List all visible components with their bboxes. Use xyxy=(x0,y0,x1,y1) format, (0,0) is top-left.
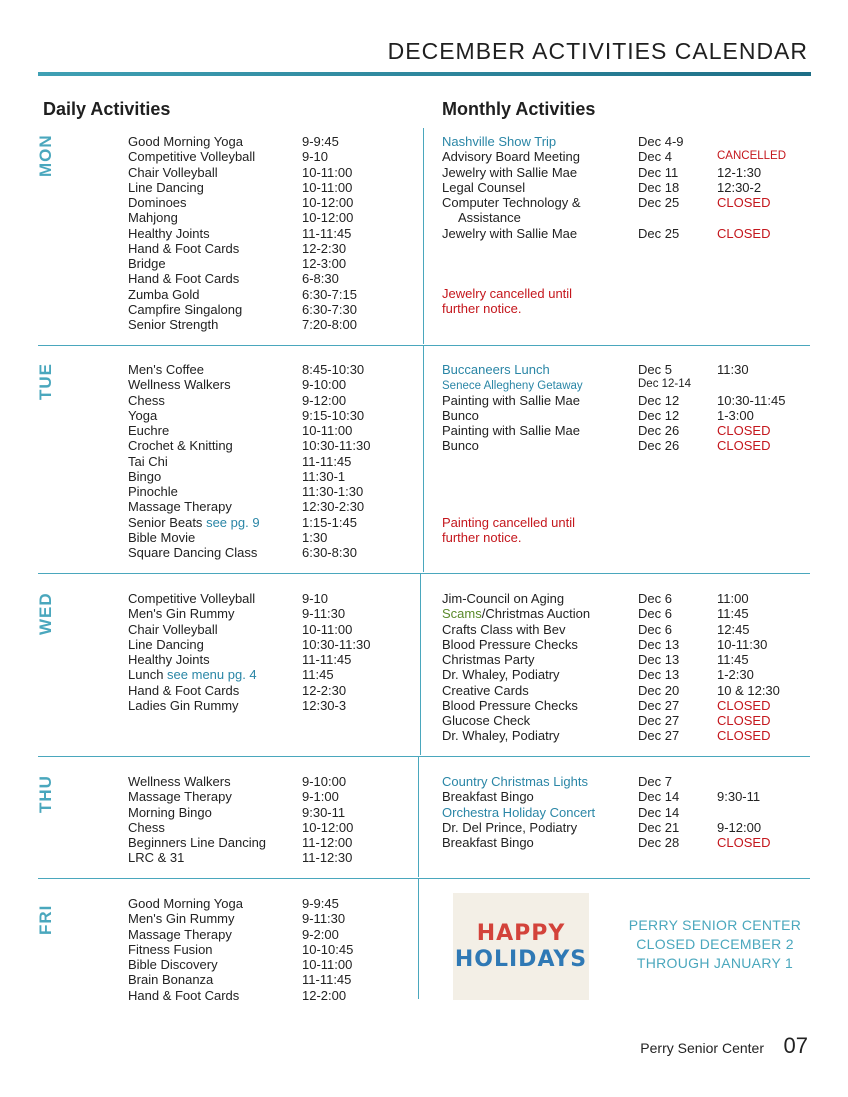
activity-name xyxy=(128,423,169,438)
event-status: 9-12:00 xyxy=(717,819,762,835)
activity-name xyxy=(128,835,266,850)
note-line: Painting cancelled until xyxy=(442,515,575,530)
graphic-word-happy: HAPPY xyxy=(476,920,566,946)
activity-name-text: Healthy Joints xyxy=(128,225,210,241)
activity-time: 9-11:30 xyxy=(302,911,346,927)
activity-time: 10-10:45 xyxy=(302,941,354,957)
event-status: 1-3:00 xyxy=(717,407,754,423)
event-name xyxy=(442,637,578,652)
event-date: Dec 26 xyxy=(638,423,680,438)
event-name-text: Blood Pressure Checks xyxy=(442,636,578,652)
activity-time: 10:30-11:30 xyxy=(302,438,371,454)
event-date: Dec 7 xyxy=(638,774,672,789)
event-name-text: Blood Pressure Checks xyxy=(442,697,578,713)
activity-name xyxy=(128,134,243,149)
activity-time: 11:30-1:30 xyxy=(302,484,364,499)
event-name-text: Jewelry with Sallie Mae xyxy=(442,225,578,241)
painting-cancel-note xyxy=(442,515,575,546)
activity-time: 1:15-1:45 xyxy=(302,514,357,530)
event-name xyxy=(442,805,595,820)
activity-name xyxy=(128,195,187,210)
activity-time: 6:30-8:30 xyxy=(302,545,357,560)
divider-tue-wed xyxy=(38,573,810,574)
event-name-text: Jim-Council on Aging xyxy=(442,591,565,606)
activity-name xyxy=(128,377,231,392)
event-status: 11:45 xyxy=(717,652,749,667)
activity-name xyxy=(128,515,260,530)
event-name xyxy=(442,835,534,850)
event-name xyxy=(442,591,564,606)
event-name-text: Dr. Whaley, Podiatry xyxy=(442,667,560,683)
activity-name-text: Good Morning Yoga xyxy=(128,896,243,911)
activity-name-text: Men's Gin Rummy xyxy=(128,606,235,622)
activity-name xyxy=(128,287,200,302)
activity-name-text: Massage Therapy xyxy=(128,926,232,942)
activity-name xyxy=(128,896,243,911)
activity-name-text: Hand & Foot Cards xyxy=(128,987,240,1003)
activity-name xyxy=(128,545,257,560)
activity-name-text: Good Morning Yoga xyxy=(128,134,243,149)
activity-name xyxy=(128,226,210,241)
event-name-highlight: Scams xyxy=(442,606,482,622)
event-name xyxy=(442,667,560,682)
event-date: Dec 11 xyxy=(638,164,679,180)
event-name xyxy=(442,789,534,804)
activity-name-text: Zumba Gold xyxy=(128,286,200,302)
event-name-text: Assistance xyxy=(458,210,521,226)
activity-time: 9-12:00 xyxy=(302,392,347,408)
event-name-text: Breakfast Bingo xyxy=(442,789,534,805)
event-name xyxy=(442,362,550,377)
event-date: Dec 13 xyxy=(638,652,680,667)
event-status: 10:30-11:45 xyxy=(717,392,786,408)
event-name xyxy=(442,820,577,835)
event-date: Dec 5 xyxy=(638,362,672,377)
activity-name xyxy=(128,622,218,637)
event-date: Dec 14 xyxy=(638,789,680,805)
page-number: 07 xyxy=(783,1033,808,1058)
activity-name xyxy=(128,850,184,865)
activity-name xyxy=(128,805,212,820)
activity-name-text: Crochet & Knitting xyxy=(128,438,233,454)
event-date: Dec 20 xyxy=(638,682,680,698)
activity-name xyxy=(128,911,235,926)
closure-notice xyxy=(618,916,812,973)
event-status: CANCELLED xyxy=(717,150,787,163)
activity-time: 9-10 xyxy=(302,149,329,165)
event-date: Dec 4-9 xyxy=(638,134,684,149)
event-name-text: Creative Cards xyxy=(442,682,529,698)
event-status: CLOSED xyxy=(717,835,771,850)
activity-time: 8:45-10:30 xyxy=(302,362,365,377)
event-name-text: Bunco xyxy=(442,438,479,454)
daily-activities-heading: Daily Activities xyxy=(43,99,171,119)
activity-name-text: Hand & Foot Cards xyxy=(128,682,240,698)
activity-name xyxy=(128,469,161,484)
activity-name-text: Hand & Foot Cards xyxy=(128,240,240,256)
event-name-text: Dr. Whaley, Podiatry xyxy=(442,728,560,744)
activity-name xyxy=(128,241,239,256)
activity-name xyxy=(128,165,218,180)
event-status: 11:45 xyxy=(717,606,749,622)
activity-time: 9-11:30 xyxy=(302,606,346,622)
column-divider xyxy=(423,128,424,344)
event-name-text: Christmas Party xyxy=(442,652,535,667)
activity-name xyxy=(128,271,239,286)
day-label-mon: MON xyxy=(36,134,55,178)
event-status: CLOSED xyxy=(717,728,771,744)
event-status: 10 & 12:30 xyxy=(717,682,780,698)
event-status: CLOSED xyxy=(717,225,771,241)
activity-name-text: Brain Bonanza xyxy=(128,972,214,988)
event-name-text: Computer Technology & xyxy=(442,195,581,210)
event-status: CLOSED xyxy=(717,423,771,438)
event-name xyxy=(442,195,581,210)
activity-time: 6:30-7:30 xyxy=(302,301,357,317)
event-name-text: Jewelry with Sallie Mae xyxy=(442,164,578,180)
activity-name-text: Campfire Singalong xyxy=(128,301,243,317)
event-name xyxy=(442,728,560,743)
event-date: Dec 18 xyxy=(638,179,680,195)
activity-time: 11:45 xyxy=(302,667,334,683)
activity-time: 9-9:45 xyxy=(302,134,339,149)
event-status: CLOSED xyxy=(717,195,771,210)
activity-name-text: Mahjong xyxy=(128,210,178,226)
event-name xyxy=(442,606,590,621)
activity-name xyxy=(128,606,235,621)
activity-name xyxy=(128,683,239,698)
event-date: Dec 6 xyxy=(638,621,672,637)
event-name xyxy=(442,683,529,698)
page-reference-link[interactable]: see pg. 9 xyxy=(206,514,260,530)
event-status: 9:30-11 xyxy=(717,789,761,805)
event-date: Dec 26 xyxy=(638,438,680,454)
activity-name-text: Chess xyxy=(128,819,165,835)
activity-name-text: Men's Gin Rummy xyxy=(128,911,235,927)
event-status: 12:30-2 xyxy=(717,179,762,195)
event-name-text: Painting with Sallie Mae xyxy=(442,423,581,438)
event-status: 10-11:30 xyxy=(717,636,768,652)
activity-name-text: Senior Beats xyxy=(128,514,203,530)
event-status: 11:00 xyxy=(717,591,749,606)
activity-name-text: Chair Volleyball xyxy=(128,164,218,180)
column-divider xyxy=(418,757,419,877)
event-status: 1-2:30 xyxy=(717,667,754,683)
activity-name-text: Wellness Walkers xyxy=(128,774,231,789)
activity-name xyxy=(128,530,195,545)
event-name-text: Nashville Show Trip xyxy=(442,134,557,149)
activity-time: 12:30-2:30 xyxy=(302,499,365,515)
event-date: Dec 6 xyxy=(638,606,672,622)
event-date: Dec 12-14 xyxy=(638,378,692,391)
event-name-text: Crafts Class with Bev xyxy=(442,621,566,637)
activity-name xyxy=(128,972,213,987)
event-status: CLOSED xyxy=(717,438,771,454)
event-name xyxy=(442,713,530,728)
event-date: Dec 27 xyxy=(638,713,680,728)
activity-name-text: Massage Therapy xyxy=(128,789,232,805)
event-date: Dec 14 xyxy=(638,804,680,820)
event-date: Dec 4 xyxy=(638,149,672,165)
event-date: Dec 6 xyxy=(638,591,672,606)
note-line: further notice. xyxy=(442,530,522,546)
activity-time: 7:20-8:00 xyxy=(302,317,357,332)
activity-time: 11-11:45 xyxy=(302,453,352,469)
activity-name xyxy=(128,942,213,957)
activity-name-text: Dominoes xyxy=(128,195,187,210)
graphic-word-holidays: HOLIDAYS xyxy=(454,946,588,972)
activity-name xyxy=(128,256,166,271)
activity-name-text: Morning Bingo xyxy=(128,804,212,820)
event-date: Dec 21 xyxy=(638,819,680,835)
activity-time: 12-2:00 xyxy=(302,987,347,1003)
activity-time: 9:30-11 xyxy=(302,804,346,820)
activity-name-text: Senior Strength xyxy=(128,317,219,332)
event-name xyxy=(442,408,479,423)
event-name xyxy=(442,698,578,713)
activity-time: 11-12:00 xyxy=(302,835,353,850)
event-date: Dec 12 xyxy=(638,407,680,423)
activity-name xyxy=(128,957,218,972)
activity-time: 10-11:00 xyxy=(302,423,353,438)
activity-name xyxy=(128,149,255,164)
activity-name xyxy=(128,362,204,377)
activity-name xyxy=(128,591,255,606)
activity-time: 10-12:00 xyxy=(302,819,354,835)
activity-name xyxy=(128,499,232,514)
event-date: Dec 25 xyxy=(638,195,680,210)
activity-name-text: Tai Chi xyxy=(128,453,168,469)
activity-time: 10-12:00 xyxy=(302,210,354,226)
activity-time: 9-2:00 xyxy=(302,926,339,942)
event-name xyxy=(442,622,566,637)
event-date: Dec 13 xyxy=(638,636,680,652)
activity-time: 9-1:00 xyxy=(302,789,339,805)
activity-time: 9-9:45 xyxy=(302,896,339,911)
event-name xyxy=(442,149,580,164)
divider-mon-tue xyxy=(38,345,810,346)
activity-name-text: Fitness Fusion xyxy=(128,941,213,957)
activity-name-text: Yoga xyxy=(128,407,158,423)
event-date: Dec 28 xyxy=(638,835,680,850)
activity-name-text: Men's Coffee xyxy=(128,362,204,377)
happy-holidays-graphic xyxy=(453,893,589,1000)
note-line: Jewelry cancelled until xyxy=(442,286,573,301)
activity-name xyxy=(128,408,157,423)
closure-line: THROUGH JANUARY 1 xyxy=(636,955,794,971)
monthly-activities-heading: Monthly Activities xyxy=(442,99,596,119)
activity-name xyxy=(128,667,257,682)
activity-name xyxy=(128,637,204,652)
event-name xyxy=(442,438,479,453)
event-status: 11:30 xyxy=(717,362,749,377)
event-name-text: Dr. Del Prince, Podiatry xyxy=(442,819,578,835)
activity-time: 11-12:30 xyxy=(302,850,353,866)
activity-name xyxy=(128,393,165,408)
divider-wed-thu xyxy=(38,756,810,757)
activity-name-text: Bingo xyxy=(128,468,162,484)
divider-thu-fri xyxy=(38,878,810,879)
activity-time: 10-12:00 xyxy=(302,195,354,210)
note-line: further notice. xyxy=(442,301,522,317)
activity-time: 12-2:30 xyxy=(302,682,347,698)
activity-time: 11-11:45 xyxy=(302,652,352,667)
activity-time: 11-11:45 xyxy=(302,972,352,988)
activity-name xyxy=(128,774,231,789)
day-label-tue: TUE xyxy=(36,363,55,401)
event-name xyxy=(442,393,580,408)
closure-line: CLOSED DECEMBER 2 xyxy=(636,936,794,952)
footer-center-name: Perry Senior Center xyxy=(640,1040,764,1056)
event-date: Dec 25 xyxy=(638,225,680,241)
activity-name-text: Chess xyxy=(128,392,165,408)
event-name-text: Buccaneers Lunch xyxy=(442,362,550,377)
activity-name xyxy=(128,484,178,499)
event-name-text: Legal Counsel xyxy=(442,179,526,195)
activity-name xyxy=(128,180,204,195)
activity-name-text: Bible Discovery xyxy=(128,957,218,972)
activity-name xyxy=(128,820,165,835)
event-name xyxy=(458,210,521,225)
event-name xyxy=(442,423,580,438)
event-name xyxy=(442,774,588,789)
activity-name xyxy=(128,302,242,317)
event-name xyxy=(442,226,577,241)
activity-name xyxy=(128,789,232,804)
activity-name xyxy=(128,988,239,1003)
event-status: CLOSED xyxy=(717,697,771,713)
page-reference-link[interactable]: see menu pg. 4 xyxy=(167,667,257,683)
activity-name-text: Square Dancing Class xyxy=(128,545,258,560)
activity-name-text: Lunch xyxy=(128,667,164,683)
activity-time: 9-10:00 xyxy=(302,774,347,789)
closure-line: PERRY SENIOR CENTER xyxy=(628,917,802,933)
title-rule xyxy=(38,72,811,76)
activity-name xyxy=(128,454,168,469)
event-name-text: Senece Allegheny Getaway xyxy=(442,380,583,393)
event-status: CLOSED xyxy=(717,713,771,728)
jewelry-cancel-note xyxy=(442,286,572,317)
activity-time: 10-11:00 xyxy=(302,621,353,637)
activity-name-text: Line Dancing xyxy=(128,636,204,652)
activity-name-text: Massage Therapy xyxy=(128,499,232,515)
activity-time: 12:30-3 xyxy=(302,697,347,713)
activity-time: 12-3:00 xyxy=(302,256,347,271)
event-name xyxy=(442,180,525,195)
activity-time: 10-11:00 xyxy=(302,179,353,195)
activity-time: 12-2:30 xyxy=(302,240,347,256)
activity-name xyxy=(128,438,233,453)
activity-name xyxy=(128,927,232,942)
column-divider xyxy=(418,879,419,999)
activity-time: 9:15-10:30 xyxy=(302,407,365,423)
activity-name-text: LRC & 31 xyxy=(128,850,185,866)
activity-time: 11-11:45 xyxy=(302,225,352,241)
event-name xyxy=(442,165,577,180)
event-name-text: Bunco xyxy=(442,407,479,423)
activity-name-text: Bridge xyxy=(128,256,166,271)
column-divider xyxy=(423,346,424,572)
activity-time: 6-8:30 xyxy=(302,271,339,287)
activity-name-text: Euchre xyxy=(128,423,170,438)
page-title: DECEMBER ACTIVITIES CALENDAR xyxy=(387,38,808,64)
event-name-text: Advisory Board Meeting xyxy=(442,149,581,165)
column-divider xyxy=(420,574,421,755)
activity-time: 1:30 xyxy=(302,529,328,545)
activity-time: 9-10:00 xyxy=(302,377,347,393)
activity-time: 10-11:00 xyxy=(302,957,353,972)
event-status: 12-1:30 xyxy=(717,164,762,180)
activity-name-text: Bible Movie xyxy=(128,529,196,545)
activity-name-text: Wellness Walkers xyxy=(128,377,231,393)
activity-name-text: Hand & Foot Cards xyxy=(128,271,240,287)
event-name-text: Breakfast Bingo xyxy=(442,835,534,850)
event-name-text: Orchestra Holiday Concert xyxy=(442,804,596,820)
event-date: Dec 27 xyxy=(638,697,680,713)
day-label-thu: THU xyxy=(36,775,55,813)
activity-name-text: Pinochle xyxy=(128,484,178,499)
event-name xyxy=(442,134,556,149)
activity-name-text: Line Dancing xyxy=(128,179,204,195)
event-status: 12:45 xyxy=(717,621,750,637)
event-date: Dec 27 xyxy=(638,728,680,744)
activity-time: 9-10 xyxy=(302,591,329,606)
day-label-wed: WED xyxy=(36,592,55,636)
activity-name-text: Chair Volleyball xyxy=(128,621,218,637)
activity-name xyxy=(128,698,239,713)
activity-name-text: Ladies Gin Rummy xyxy=(128,697,239,713)
activity-time: 10:30-11:30 xyxy=(302,636,371,652)
event-name-text: Painting with Sallie Mae xyxy=(442,392,581,408)
day-label-fri: FRI xyxy=(36,904,55,936)
event-date: Dec 12 xyxy=(638,392,680,408)
activity-name xyxy=(128,652,210,667)
event-name xyxy=(442,652,534,667)
event-name-text: /Christmas Auction xyxy=(481,606,591,622)
event-name-text: Glucose Check xyxy=(442,713,531,728)
activity-time: 6:30-7:15 xyxy=(302,286,357,302)
activity-time: 11:30-1 xyxy=(302,468,346,484)
event-date: Dec 13 xyxy=(638,667,680,683)
activity-name-text: Competitive Volleyball xyxy=(128,591,256,606)
activity-name xyxy=(128,317,218,332)
activity-name-text: Competitive Volleyball xyxy=(128,149,256,165)
activity-name-text: Beginners Line Dancing xyxy=(128,835,267,850)
activity-time: 10-11:00 xyxy=(302,164,353,180)
activity-name-text: Healthy Joints xyxy=(128,652,210,667)
event-name-text: Country Christmas Lights xyxy=(442,774,588,789)
activity-name xyxy=(128,210,178,225)
